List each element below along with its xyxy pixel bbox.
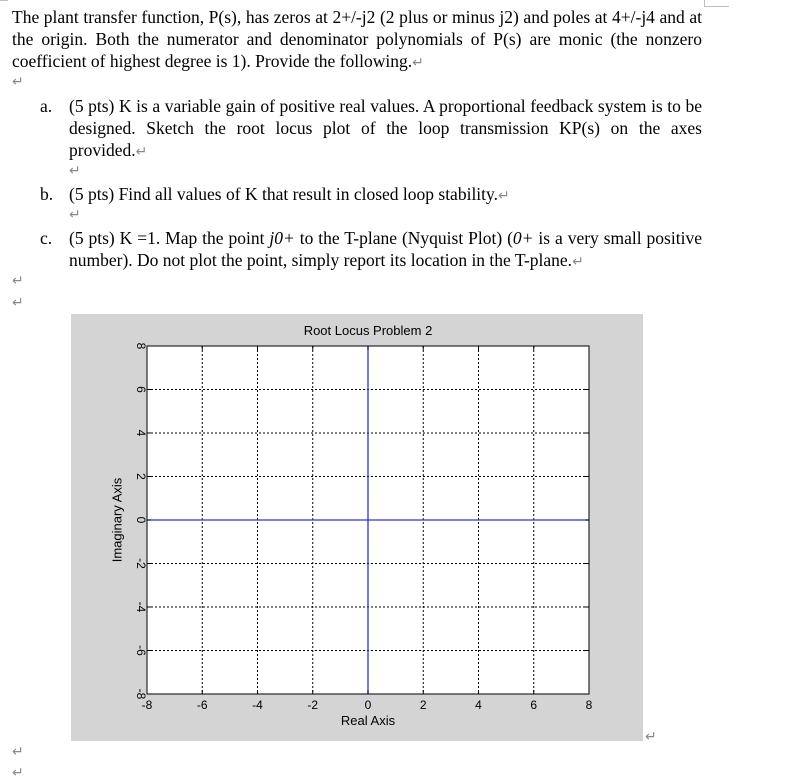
root-locus-figure — [71, 314, 643, 741]
x-tick-label: -6 — [196, 698, 208, 712]
x-tick-label: -2 — [307, 698, 319, 712]
x-tick-label: 8 — [585, 698, 593, 712]
item-a-text: (5 pts) K is a variable gain of positive real values. A proportional feedback system is to be designed. Sketch the root locus plot of the loop transmission KP(s) on the axes provided. — [69, 96, 702, 160]
y-tick-label: 2 — [133, 473, 148, 480]
root-locus-chart — [71, 314, 643, 741]
item-c — [40, 227, 702, 273]
x-tick-label: 0 — [364, 698, 372, 712]
y-tick-label: 6 — [133, 386, 148, 393]
paragraph-mark: ↵ — [12, 765, 24, 781]
paragraph-mark: ↵ — [645, 729, 657, 745]
y-tick-label: -8 — [133, 688, 148, 700]
item-c-text-3: is a very small positive number). Do not plot the point, simply report its location in the T-plane. — [69, 228, 702, 270]
paragraph-mark: ↵ — [12, 74, 24, 90]
x-tick-label: 6 — [530, 698, 538, 712]
x-axis-label: Real Axis — [340, 713, 396, 728]
paragraph-mark: ↵ — [69, 207, 81, 223]
paragraph-mark: ↵ — [69, 163, 81, 179]
item-a-label: a. — [40, 96, 53, 116]
paragraph-mark: ↵ — [498, 188, 510, 204]
x-tick-label: -4 — [252, 698, 263, 712]
x-tick-label: 2 — [419, 698, 427, 712]
page-corner-marker — [0, 0, 8, 1]
y-axis-label: Imaginary Axis — [109, 477, 125, 563]
item-c-text-1: (5 pts) K =1. Map the point — [69, 228, 270, 248]
paragraph-mark: ↵ — [12, 744, 24, 760]
y-tick-label: -2 — [133, 558, 148, 569]
item-c-italic-1: j0+ — [269, 228, 295, 248]
y-tick-label: 4 — [133, 429, 148, 437]
item-b-label: b. — [40, 184, 54, 204]
y-tick-label: -6 — [133, 645, 148, 656]
paragraph-mark: ↵ — [412, 55, 424, 71]
intro-text: The plant transfer function, P(s), has zeros at 2+/-j2 (2 plus or minus j2) and poles at 4+/-j4 and at the origin. Both the numerator and denominator polynomials of P(s) are monic (the nonzero coefficient of highest degree is 1). Provide the following. — [12, 7, 702, 71]
paragraph-mark: ↵ — [135, 144, 148, 160]
paragraph-mark: ↵ — [12, 295, 24, 311]
paragraph-mark: ↵ — [572, 254, 584, 270]
y-tick-label: 0 — [133, 516, 148, 524]
item-a — [40, 95, 702, 163]
item-c-text-2: to the T-plane (Nyquist Plot) ( — [294, 228, 513, 248]
item-b — [40, 183, 702, 207]
y-tick-label: 8 — [133, 342, 148, 350]
paragraph-mark: ↵ — [12, 273, 24, 289]
page-corner-marker-right — [704, 0, 729, 7]
item-c-label: c. — [40, 228, 53, 248]
intro-paragraph — [12, 6, 702, 74]
x-tick-label: -8 — [141, 698, 153, 712]
item-c-italic-2: 0+ — [512, 228, 534, 248]
x-tick-label: 4 — [475, 698, 482, 712]
chart-title: Root Locus Problem 2 — [303, 323, 433, 338]
item-b-text: (5 pts) Find all values of K that result in closed loop stability. — [69, 184, 499, 204]
y-tick-label: -4 — [133, 601, 148, 613]
